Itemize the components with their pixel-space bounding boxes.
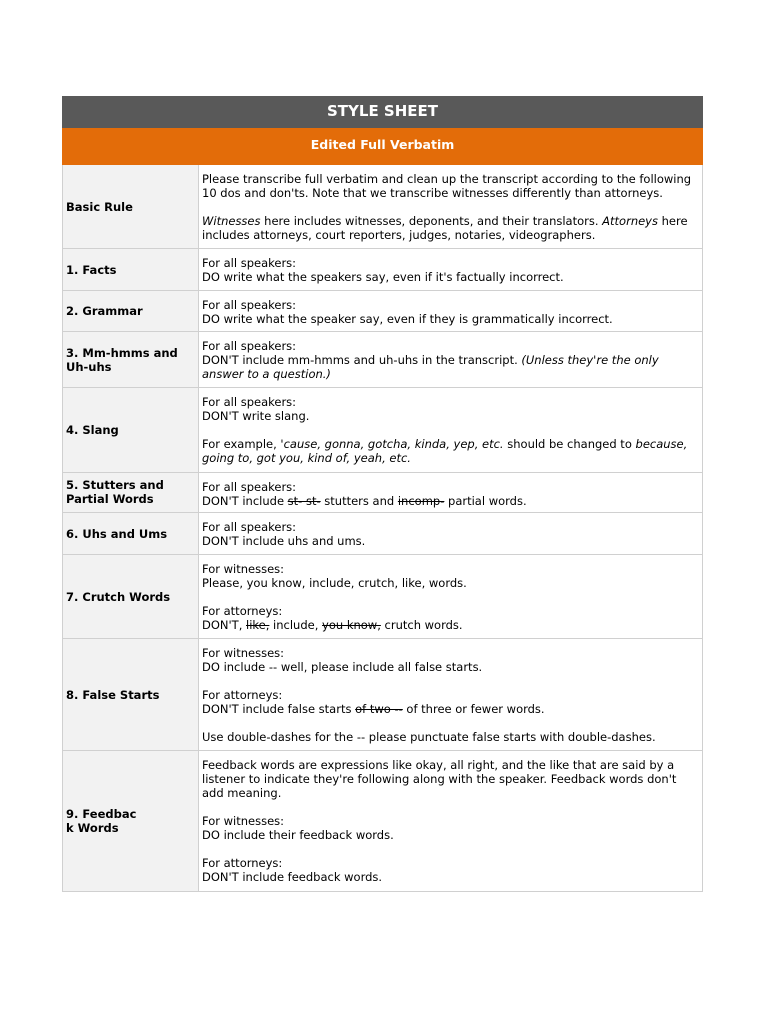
rule-content <box>199 555 703 638</box>
rule-text: DON'T, like, include, you know, crutch words. <box>202 618 463 632</box>
rule-row-facts <box>62 249 703 291</box>
rule-text: DO include their feedback words. <box>202 828 394 842</box>
rule-text: For witnesses: <box>202 814 285 828</box>
rule-content <box>199 165 703 248</box>
rule-content <box>199 513 703 554</box>
rule-text: Use double-dashes for the -- please punctuate false starts with double-dashes. <box>202 730 656 744</box>
rule-row-slang <box>62 388 703 473</box>
rule-text: DO include -- well, please include all false starts. <box>202 660 483 674</box>
rule-text: DON'T include mm-hmms and uh-uhs in the transcript. (Unless they're the only answer to a question.) <box>202 353 659 381</box>
rule-row-mmhmms <box>62 332 703 388</box>
rule-label: 4. Slang <box>62 388 199 472</box>
rule-text: DON'T include false starts of two -- of three or fewer words. <box>202 702 545 716</box>
rule-text: DON'T include uhs and ums. <box>202 534 366 548</box>
rule-row-false-starts <box>62 639 703 751</box>
rule-label: 8. False Starts <box>62 639 199 750</box>
rule-text: For attorneys: <box>202 688 283 702</box>
rule-label: 1. Facts <box>62 249 199 290</box>
rule-text: DON'T include st- st- stutters and incomp- partial words. <box>202 494 527 508</box>
rule-content <box>199 751 703 891</box>
rule-row-uhs <box>62 513 703 555</box>
rule-text: Please, you know, include, crutch, like, words. <box>202 576 467 590</box>
rule-row-basic <box>62 165 703 249</box>
rule-text: Please transcribe full verbatim and clean up the transcript according to the following 10 dos and don'ts. Note that we transcribe witnesses differently than attorneys. <box>202 172 692 200</box>
rule-text: For example, 'cause, gonna, gotcha, kinda, yep, etc. should be changed to because, going to, got you, kind of, yeah, etc. <box>202 437 688 465</box>
rule-label: 3. Mm-hmms and Uh-uhs <box>62 332 199 387</box>
rule-content <box>199 332 703 387</box>
rule-row-stutters <box>62 473 703 513</box>
rule-text: DO write what the speakers say, even if it's factually incorrect. <box>202 270 564 284</box>
rule-text: For witnesses: <box>202 562 285 576</box>
rule-content <box>199 291 703 331</box>
rule-text: For all speakers: <box>202 480 297 494</box>
rule-text: For all speakers: <box>202 520 297 534</box>
rule-text: For all speakers: <box>202 395 297 409</box>
rule-text: For attorneys: <box>202 604 283 618</box>
rule-row-feedback <box>62 751 703 892</box>
rule-row-crutch <box>62 555 703 639</box>
rule-row-grammar <box>62 291 703 332</box>
style-sheet <box>62 96 703 892</box>
rule-text: For all speakers: <box>202 256 297 270</box>
rule-label: 5. Stutters and Partial Words <box>62 473 199 512</box>
rule-content <box>199 388 703 472</box>
rule-label: 6. Uhs and Ums <box>62 513 199 554</box>
rule-label: 7. Crutch Words <box>62 555 199 638</box>
rule-label: 9. Feedbac k Words <box>62 751 199 891</box>
rule-text: Feedback words are expressions like okay, all right, and the like that are said by a listener to indicate they're following along with the speaker. Feedback words don't add meaning. <box>202 758 677 800</box>
rule-content <box>199 473 703 512</box>
rule-label: 2. Grammar <box>62 291 199 331</box>
rule-text: For attorneys: <box>202 856 283 870</box>
page-subtitle: Edited Full Verbatim <box>62 128 703 165</box>
rule-text: DON'T write slang. <box>202 409 310 423</box>
rule-text: DO write what the speaker say, even if they is grammatically incorrect. <box>202 312 613 326</box>
rule-text: DON'T include feedback words. <box>202 870 383 884</box>
page-title: STYLE SHEET <box>62 96 703 128</box>
rule-content <box>199 249 703 290</box>
rule-text: For witnesses: <box>202 646 285 660</box>
rule-text: For all speakers: <box>202 298 297 312</box>
rule-text: For all speakers: <box>202 339 297 353</box>
rule-content <box>199 639 703 750</box>
rule-label: Basic Rule <box>62 165 199 248</box>
rule-text: Witnesses here includes witnesses, deponents, and their translators. Attorneys here includes attorneys, court reporters, judges, notaries, videographers. <box>202 214 688 242</box>
